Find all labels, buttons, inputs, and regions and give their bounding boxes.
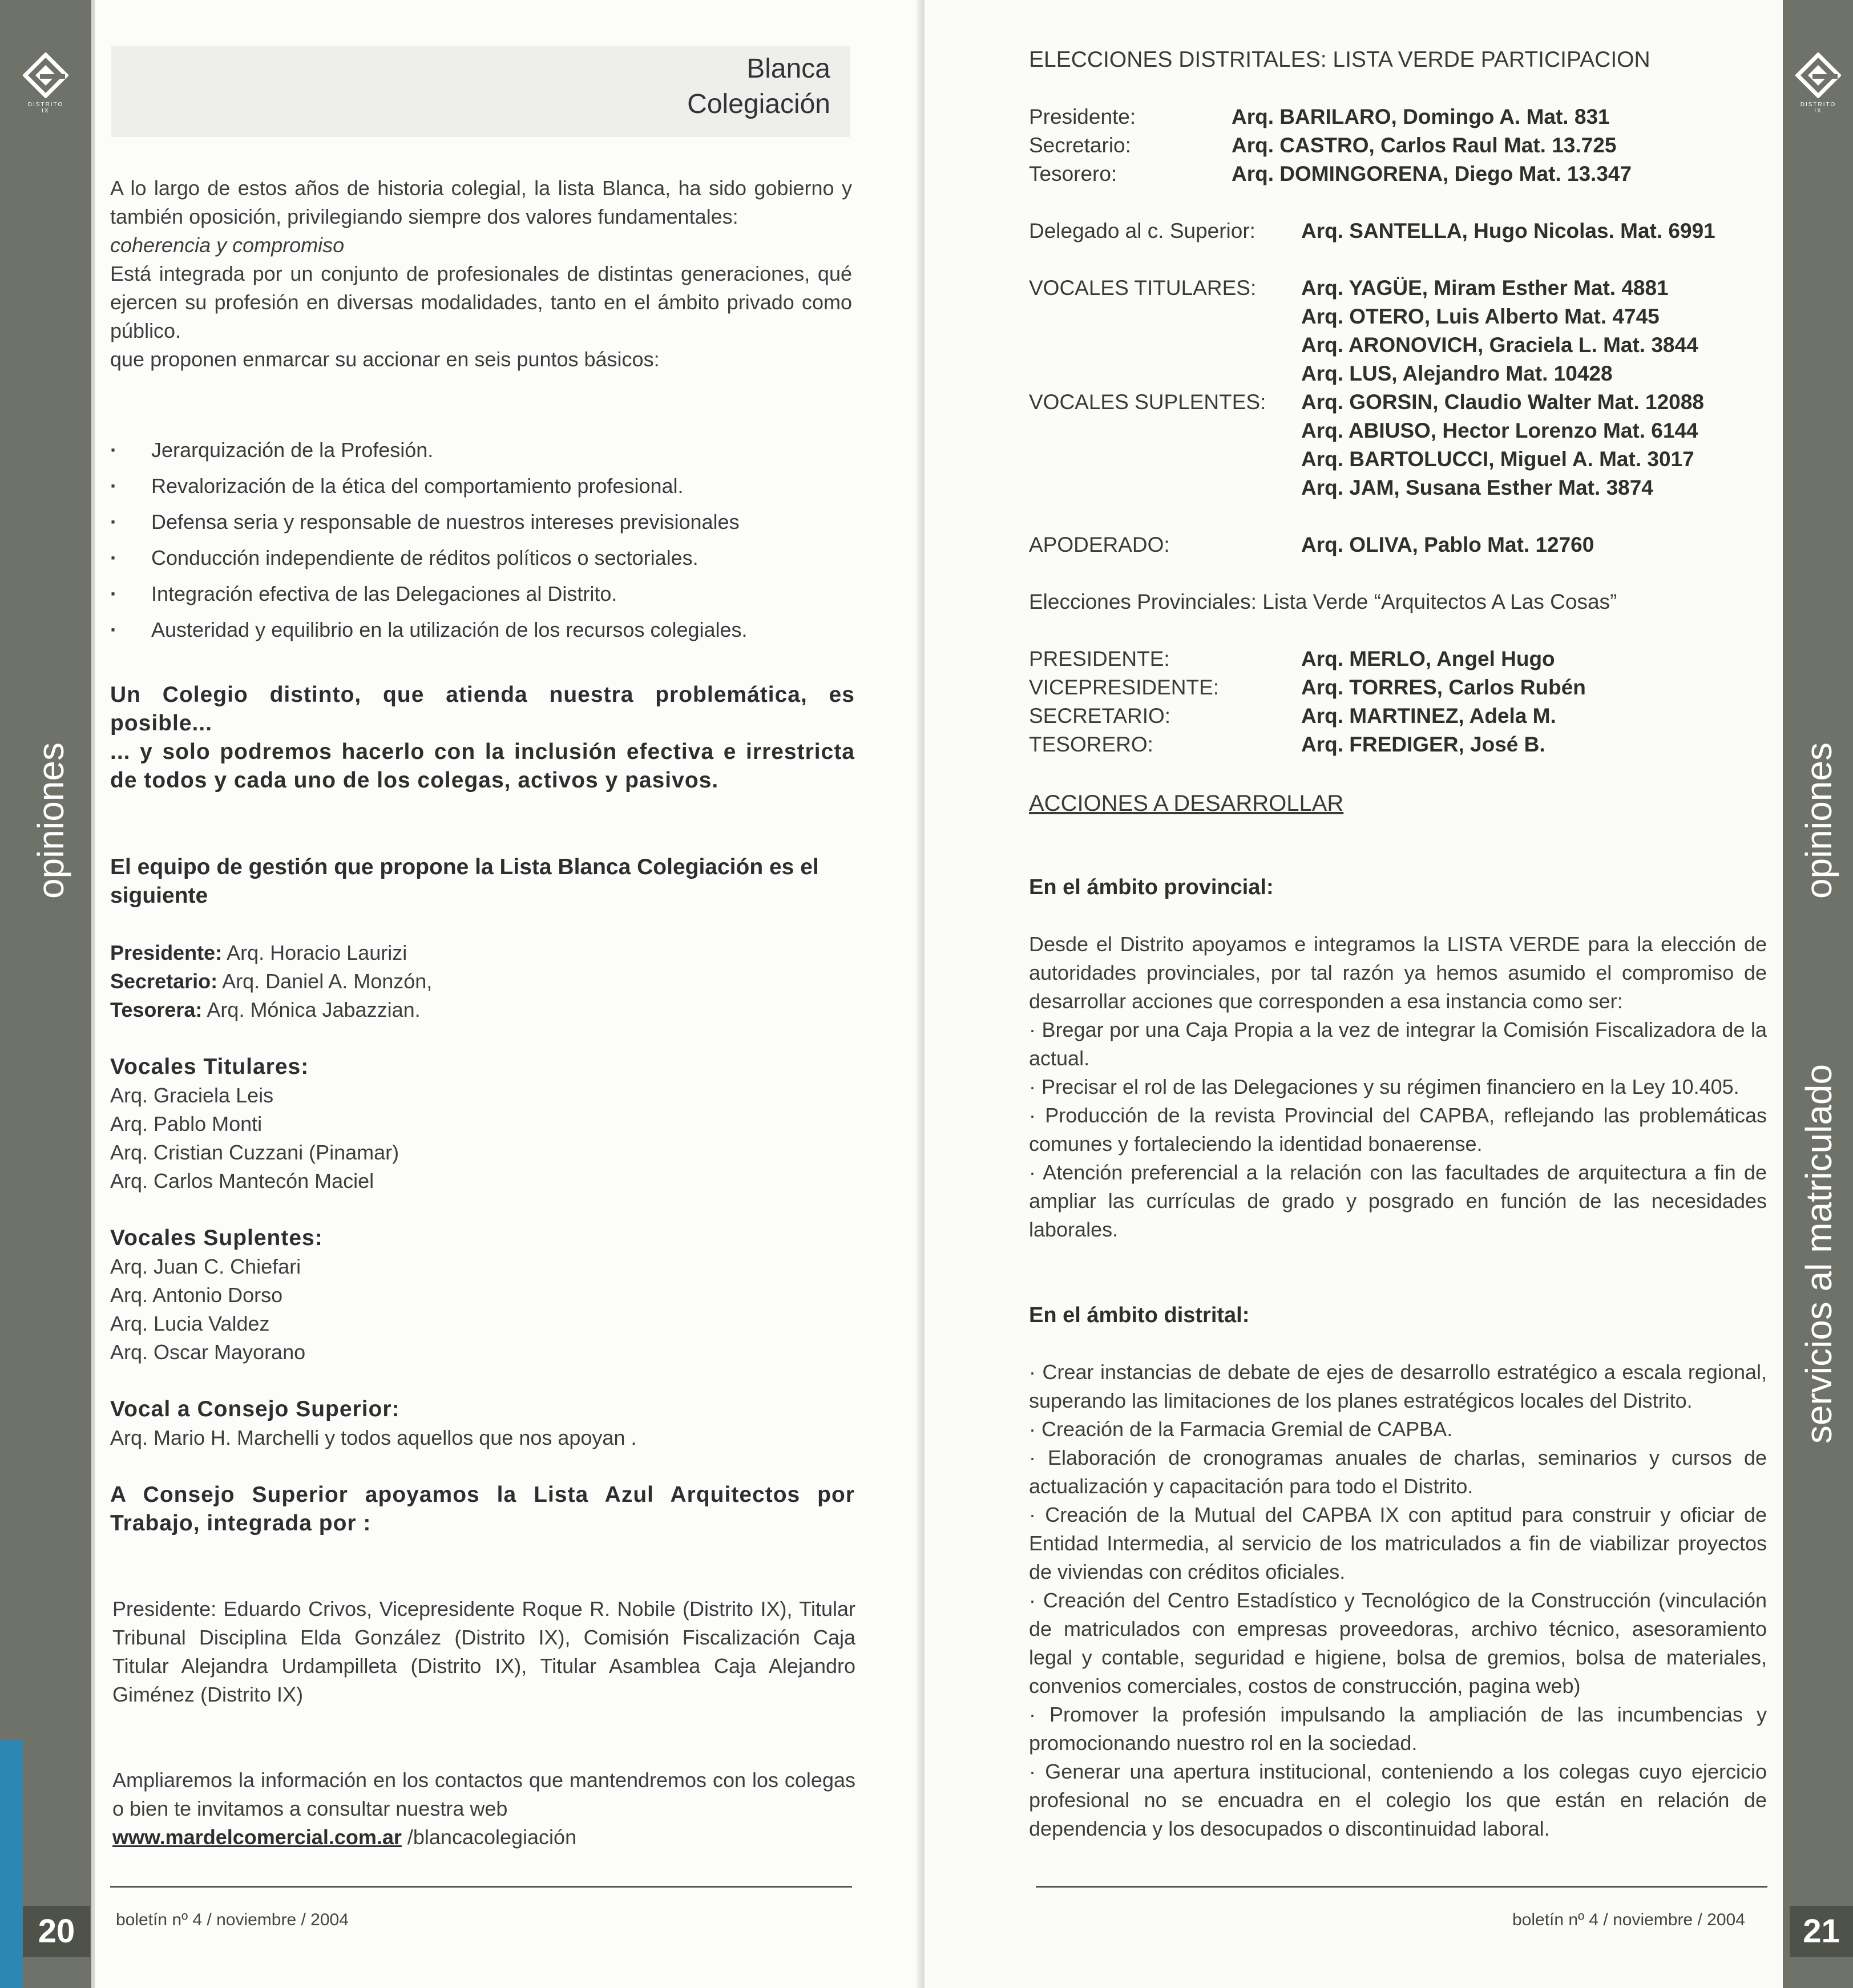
distrital-section xyxy=(1029,1272,1767,1872)
logo-text: DISTRITO IX xyxy=(1800,102,1836,114)
list-item: Arq. Juan C. Chiefari xyxy=(110,1255,301,1278)
provinciales-line: Elecciones Provinciales: Lista Verde “Arquitectos A Las Cosas” xyxy=(1029,590,1617,613)
list-item: Arq. Graciela Leis xyxy=(110,1084,274,1107)
provincial-section xyxy=(1029,845,1767,1272)
delegado-label: Delegado al c. Superior: xyxy=(1029,219,1255,243)
azul-members: Presidente: Eduardo Crivos, Vicepresidente Roque R. Nobile (Distrito IX), Titular Tribunal Disciplina Elda González (Distrito IX), Comisión Fiscalización Caja Titular Alejandra Urdampilleta (Distrito IX), Titular Asamblea Caja Alejandro Giménez (Distrito IX) xyxy=(112,1597,855,1706)
officer-row xyxy=(1029,103,1610,131)
vocales-suplentes xyxy=(110,1224,852,1367)
distrito-logo-icon xyxy=(23,52,68,114)
section-heading: Vocal a Consejo Superior: xyxy=(110,1397,400,1421)
vocales-titulares-row xyxy=(1029,274,1698,385)
section-heading: En el ámbito provincial: xyxy=(1029,875,1274,899)
points-list xyxy=(110,432,869,648)
list-item: Arq. BARTOLUCCI, Miguel A. Mat. 3017 xyxy=(1301,447,1694,471)
officer-value: Arq. MARTINEZ, Adela M. xyxy=(1301,704,1556,728)
officer-row xyxy=(110,939,852,967)
section-label-opiniones: opiniones xyxy=(30,742,71,899)
officer-value: Arq. Daniel A. Monzón, xyxy=(217,969,433,993)
list-title xyxy=(687,51,830,122)
officer-row xyxy=(1029,131,1617,160)
list-item: Arq. GORSIN, Claudio Walter Mat. 12088 xyxy=(1301,390,1704,414)
officer-label: TESORERO: xyxy=(1029,733,1153,756)
section-heading: Vocales Titulares: xyxy=(110,1054,309,1079)
officer-value: Arq. MERLO, Angel Hugo xyxy=(1301,647,1555,670)
intro-text-3: que proponen enmarcar su accionar en seis puntos básicos: xyxy=(110,348,660,371)
prov-officer-row xyxy=(1029,730,1545,759)
prov-officer-row xyxy=(1029,673,1586,702)
closing-paragraph xyxy=(112,1766,855,1852)
distrito-logo-icon xyxy=(1795,52,1841,114)
list-item: Arq. Carlos Mantecón Maciel xyxy=(110,1169,374,1193)
list-item: · Austeridad y equilibrio en la utilización de los recursos colegiales. xyxy=(110,612,869,648)
section-label-opiniones: opiniones xyxy=(1798,742,1839,899)
website-suffix: /blancacolegiación xyxy=(401,1825,577,1849)
section-heading: En el ámbito distrital: xyxy=(1029,1303,1250,1327)
list-title-line2: Colegiación xyxy=(687,89,830,119)
officer-label: Presidente: xyxy=(110,941,223,964)
officer-value: Arq. TORRES, Carlos Rubén xyxy=(1301,676,1586,699)
header-band xyxy=(111,46,850,137)
footer-text: boletín nº 4 / noviembre / 2004 xyxy=(1512,1910,1745,1929)
list-item: · Integración efectiva de las Delegaciones al Distrito. xyxy=(110,576,869,612)
apoderado-row xyxy=(1029,531,1594,559)
list-item: Arq. Antonio Dorso xyxy=(110,1283,283,1307)
acciones-heading: ACCIONES A DESARROLLAR xyxy=(1029,791,1344,816)
colegio-statement: Un Colegio distinto, que atienda nuestra problemática, es posible... ... y solo podremos hacerlo con la inclusión efectiva e irrestricta de todos y cada uno de los colegas, activos y pasivos. xyxy=(110,682,855,793)
website-link[interactable]: www.mardelcomercial.com.ar xyxy=(112,1825,402,1849)
prov-officer-row xyxy=(1029,645,1555,673)
prov-officer-row xyxy=(1029,702,1556,730)
list-item: Arq. Oscar Mayorano xyxy=(110,1340,306,1364)
officer-row xyxy=(110,996,852,1024)
officer-label: Tesorero: xyxy=(1029,162,1117,185)
apoderado-value: Arq. OLIVA, Pablo Mat. 12760 xyxy=(1301,533,1594,556)
officer-label: SECRETARIO: xyxy=(1029,704,1171,728)
logo-text: DISTRITO IX xyxy=(27,102,64,114)
delegado-row xyxy=(1029,217,1715,245)
vocales-suplentes-values xyxy=(1301,388,1704,502)
closing-text: Ampliaremos la información en los contactos que mantendremos con los colegas o bien te invitamos a consultar nuestra web xyxy=(112,1768,855,1820)
right-page xyxy=(925,0,1853,1988)
vocales-titulares-label: VOCALES TITULARES: xyxy=(1029,276,1257,300)
list-item: Arq. ARONOVICH, Graciela L. Mat. 3844 xyxy=(1301,333,1698,357)
list-item: Arq. OTERO, Luis Alberto Mat. 4745 xyxy=(1301,305,1660,328)
vocal-consejo-text: Arq. Mario H. Marchelli y todos aquellos que nos apoyan . xyxy=(110,1426,637,1449)
list-title-line1: Blanca xyxy=(746,54,830,84)
list-item: Arq. YAGÜE, Miram Esther Mat. 4881 xyxy=(1301,276,1669,300)
list-item: Arq. LUS, Alejandro Mat. 10428 xyxy=(1301,362,1613,385)
left-side-strip xyxy=(0,0,95,1988)
provincial-text: Desde el Distrito apoyamos e integramos la LISTA VERDE para la elección de autoridades provinciales, por tal razón ya hemos asumido el compromiso de desarrollar acciones que corresponden a esa instancia como ser: · Bregar por una Caja Propia a la vez de integrar la Comisión Fiscalizadora de la actual. · Precisar el rol de las Delegaciones y su régimen financiero en la Ley 10.405. · Producción de la revista Provincial del CAPBA, reflejando las problemáticas comunes y fortaleciendo la identidad bonaerense. · Atención preferencial a la relación con las facultades de arquitectura a fin de ampliar las currículas de grado y posgrado en función de las necesidades laborales. xyxy=(1029,932,1767,1241)
footer-text: boletín nº 4 / noviembre / 2004 xyxy=(116,1910,349,1929)
list-item: Arq. Pablo Monti xyxy=(110,1112,263,1136)
footer-divider xyxy=(110,1886,852,1888)
apoderado-label: APODERADO: xyxy=(1029,533,1170,556)
intro-text-1: A lo largo de estos años de historia colegial, la lista Blanca, ha sido gobierno y también oposición, privilegiando siempre dos valores fundamentales: xyxy=(110,176,852,228)
officer-label: Tesorera: xyxy=(110,998,203,1021)
intro-text-2: Está integrada por un conjunto de profesionales de distintas generaciones, qué ejercen su profesión en diversas modalidades, tanto en el ámbito privado como público. xyxy=(110,262,852,342)
officers-list xyxy=(110,939,852,1024)
officer-value: Arq. FREDIGER, José B. xyxy=(1301,733,1545,756)
list-item: · Conducción independiente de réditos políticos o sectoriales. xyxy=(110,540,869,576)
officer-row xyxy=(110,967,852,996)
page-number: 20 xyxy=(23,1906,90,1957)
officer-row xyxy=(1029,160,1632,188)
section-label-servicios: servicios al matriculado xyxy=(1798,1064,1839,1444)
officer-label: PRESIDENTE: xyxy=(1029,647,1170,670)
officer-value: Arq. Mónica Jabazzian. xyxy=(202,998,421,1021)
officer-label: Secretario: xyxy=(110,969,218,993)
footer-divider xyxy=(1036,1886,1767,1888)
page-number: 21 xyxy=(1790,1906,1853,1957)
right-title: ELECCIONES DISTRITALES: LISTA VERDE PARTICIPACION xyxy=(1029,47,1650,72)
delegado-value: Arq. SANTELLA, Hugo Nicolas. Mat. 6991 xyxy=(1301,219,1715,243)
officer-value: Arq. Horacio Laurizi xyxy=(222,941,407,964)
officer-label: Presidente: xyxy=(1029,105,1136,128)
officer-value: Arq. BARILARO, Domingo A. Mat. 831 xyxy=(1232,105,1610,128)
list-item: Arq. ABIUSO, Hector Lorenzo Mat. 6144 xyxy=(1301,419,1698,442)
list-item: · Revalorización de la ética del comportamiento profesional. xyxy=(110,468,869,504)
vocal-consejo xyxy=(110,1395,852,1452)
intro-italic: coherencia y compromiso xyxy=(110,233,345,257)
list-item: Arq. JAM, Susana Esther Mat. 3874 xyxy=(1301,476,1653,499)
list-item: Arq. Cristian Cuzzani (Pinamar) xyxy=(110,1141,399,1164)
list-item: Arq. Lucia Valdez xyxy=(110,1312,270,1335)
distrital-text: · Crear instancias de debate de ejes de desarrollo estratégico a escala regional, superando las limitaciones de los planes estratégicos locales del Distrito. · Creación de la Farmacia Gremial de CAPBA. · Elaboración de cronogramas anuales de charlas, seminarios y cursos de actualización y capacitación para todo el Distrito. · Creación de la Mutual del CAPBA IX con aptitud para construir y oficiar de Entidad Intermedia, al servicio de los matriculados a fin de viabilizar proyectos de viviendas con créditos oficiales. · Creación del Centro Estadístico y Tecnológico de la Construcción (vinculación de matriculados con empresas proveedoras, archivo técnico, asesoramiento legal y contable, seguridad e higiene, bolsa de gremios, bolsa de materiales, convenios comerciales, costos de construcción, pagina web) · Promover la profesión impulsando la ampliación de las incumbencias y promocionando nuestro rol en la sociedad. · Generar una apertura institucional, conteniendo a los colegas cuyo ejercicio profesional no se encuadra en el colegio los que están en relación de dependencia y los desocupados o discontinuidad laboral. xyxy=(1029,1360,1767,1840)
right-side-strip xyxy=(1783,0,1853,1988)
vocales-suplentes-label: VOCALES SUPLENTES: xyxy=(1029,390,1266,414)
azul-intro: A Consejo Superior apoyamos la Lista Azul Arquitectos por Trabajo, integrada por : xyxy=(110,1482,855,1536)
vocales-titulares xyxy=(110,1053,852,1195)
list-item: · Defensa seria y responsable de nuestros intereses previsionales xyxy=(110,504,869,540)
list-item: · Jerarquización de la Profesión. xyxy=(110,432,869,468)
officer-value: Arq. CASTRO, Carlos Raul Mat. 13.725 xyxy=(1232,134,1617,157)
section-heading: Vocales Suplentes: xyxy=(110,1226,323,1250)
intro-paragraph xyxy=(110,174,852,374)
vocales-suplentes-row xyxy=(1029,388,1704,499)
officer-label: VICEPRESIDENTE: xyxy=(1029,676,1220,699)
officer-label: Secretario: xyxy=(1029,134,1131,157)
left-page xyxy=(0,0,925,1988)
officer-value: Arq. DOMINGORENA, Diego Mat. 13.347 xyxy=(1232,162,1632,185)
vocales-titulares-values xyxy=(1301,274,1698,388)
team-intro: El equipo de gestión que propone la Lista Blanca Colegiación es el siguiente xyxy=(110,855,819,908)
blue-page-edge xyxy=(0,1740,23,1988)
